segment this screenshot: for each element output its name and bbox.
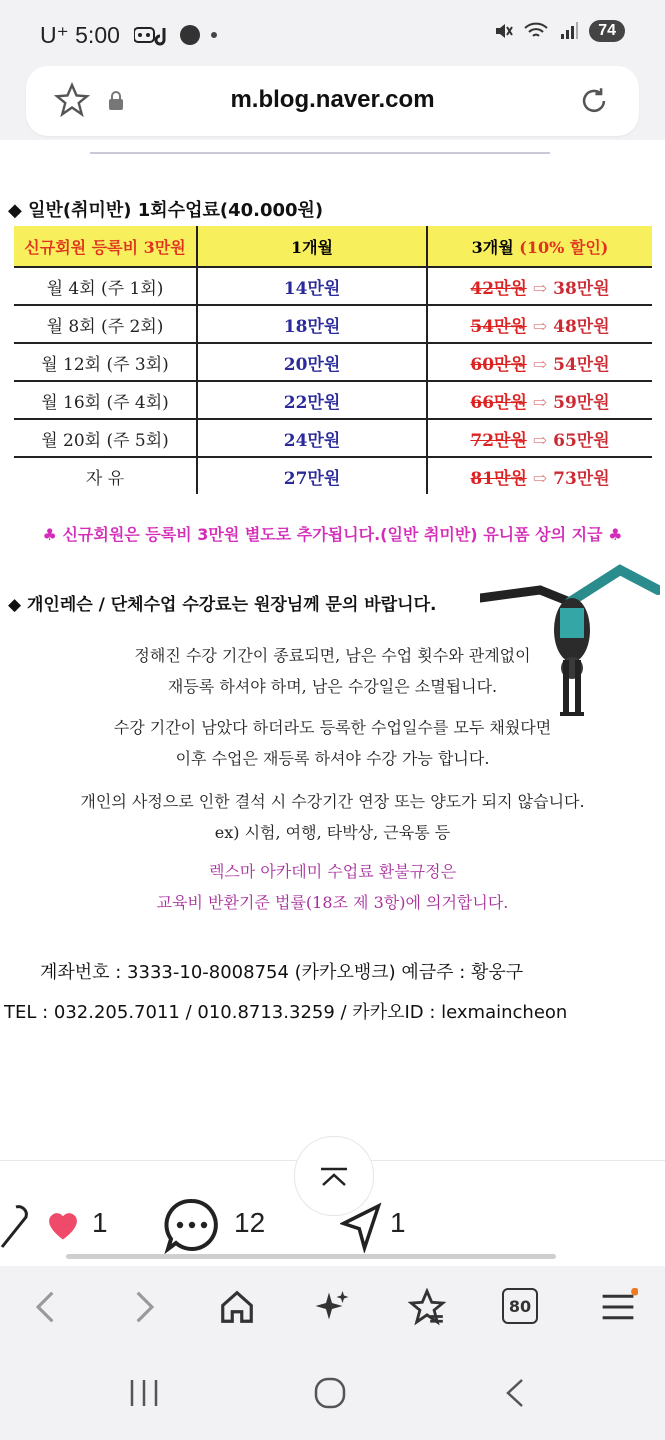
table-row	[14, 457, 652, 494]
home-icon[interactable]	[218, 1288, 256, 1326]
battery-indicator: 74	[589, 20, 625, 42]
status-right	[493, 20, 625, 42]
like-count[interactable]: 1	[92, 1207, 108, 1238]
system-back-icon[interactable]	[500, 1376, 530, 1410]
row-label: 자 유	[14, 457, 197, 494]
contact-info: TEL : 032.205.7011 / 010.8713.3259 / 카카오ID : lexmaincheon	[4, 1002, 568, 1023]
refund-paragraph-2: 수강 기간이 남았다 하더라도 등록한 수업일수를 모두 채웠다면 이후 수업은 재등록 하셔야 수강 가능 합니다.	[113, 718, 552, 768]
row-three-month: 42만원 ⇨ 38만원	[427, 267, 652, 305]
url-text[interactable]: m.blog.naver.com	[230, 86, 435, 113]
status-time: U⁺ 5:00	[40, 22, 120, 48]
menu-icon[interactable]	[598, 1288, 638, 1326]
account-info: 계좌번호 : 3333-10-8008754 (카카오뱅크) 예금주 : 황웅구	[40, 962, 524, 983]
row-one-month: 27만원	[197, 457, 427, 494]
sparkle-icon[interactable]	[314, 1288, 350, 1324]
table-row	[14, 305, 652, 343]
row-three-month: 72만원 ⇨ 65만원	[427, 419, 652, 457]
row-one-month: 20만원	[197, 343, 427, 381]
page-scroll-indicator	[66, 1254, 556, 1259]
row-three-month: 81만원 ⇨ 73만원	[470, 468, 610, 489]
recent-apps-icon[interactable]	[126, 1376, 162, 1410]
comment-icon[interactable]	[162, 1197, 222, 1255]
share-count[interactable]: 1	[390, 1207, 406, 1238]
header-new-member: 신규회원 등록비 3만원	[14, 226, 197, 267]
section-general-title: ◆ 일반(취미반) 1회수업료(40.000원)	[8, 200, 324, 221]
section-lesson-title: ◆ 개인레슨 / 단체수업 수강료는 원장님께 문의 바랍니다.	[8, 595, 437, 615]
tabs-button[interactable]: 80	[502, 1288, 538, 1324]
partial-like-outline-icon[interactable]	[0, 1199, 32, 1251]
table-row	[14, 419, 652, 457]
table-row	[14, 381, 652, 419]
row-three-month: 60만원 ⇨ 54만원	[427, 343, 652, 381]
address-bar[interactable]	[26, 66, 639, 136]
table-header-row	[14, 226, 652, 267]
blog-content[interactable]	[0, 140, 665, 1160]
row-three-month: 66만원 ⇨ 59만원	[427, 381, 652, 419]
refund-paragraph-1: 정해진 수강 기간이 종료되면, 남은 수업 횟수와 관계없이 재등록 하셔야 하며, 남은 수강일은 소멸됩니다.	[134, 646, 531, 696]
browser-nav-bar	[0, 1268, 665, 1348]
app-notification-icons	[134, 24, 224, 48]
comment-count[interactable]: 12	[234, 1207, 266, 1238]
table-row	[14, 343, 652, 381]
wifi-icon	[523, 21, 549, 41]
new-member-notice: ♣ 신규회원은 등록비 3만원 별도로 추가됩니다.(일반 취미반) 유니폼 상의 지급 ♣	[42, 525, 623, 544]
mute-icon	[493, 21, 513, 41]
row-label: 월 8회 (주 2회)	[14, 305, 197, 343]
row-one-month: 18만원	[197, 305, 427, 343]
table-row	[14, 267, 652, 305]
back-icon[interactable]	[30, 1288, 62, 1326]
header-three-month: 3개월 (10% 할인)	[427, 226, 652, 267]
notification-icons	[134, 24, 224, 53]
row-label: 월 16회 (주 4회)	[14, 381, 197, 419]
row-label: 월 20회 (주 5회)	[14, 419, 197, 457]
chevron-up-icon	[319, 1167, 349, 1187]
row-one-month: 14만원	[197, 267, 427, 305]
cropped-header-image	[90, 140, 550, 154]
row-one-month: 22만원	[197, 381, 427, 419]
row-label: 월 4회 (주 1회)	[14, 267, 197, 305]
forward-icon[interactable]	[128, 1288, 160, 1326]
refund-paragraph-4: 렉스마 아카데미 수업료 환불규정은 교육비 반환기준 법률(18조 제 3항)에 의거합니다.	[156, 862, 509, 912]
reload-icon[interactable]	[577, 84, 611, 118]
fee-table	[14, 226, 652, 494]
row-one-month: 24만원	[197, 419, 427, 457]
header-one-month: 1개월	[197, 226, 427, 267]
status-bar	[0, 0, 665, 70]
signal-icon	[559, 21, 579, 41]
heart-icon[interactable]	[44, 1207, 82, 1241]
bookmarks-icon[interactable]	[408, 1288, 446, 1326]
row-three-month: 54만원 ⇨ 48만원	[427, 305, 652, 343]
row-label: 월 12회 (주 3회)	[14, 343, 197, 381]
home-button-icon[interactable]	[312, 1376, 348, 1410]
refund-paragraph-3: 개인의 사정으로 인한 결석 시 수강기간 연장 또는 양도가 되지 않습니다. ex) 시험, 여행, 타박상, 근육통 등	[80, 792, 585, 842]
system-nav-bar	[0, 1348, 665, 1440]
scroll-to-top-button[interactable]	[294, 1136, 374, 1216]
